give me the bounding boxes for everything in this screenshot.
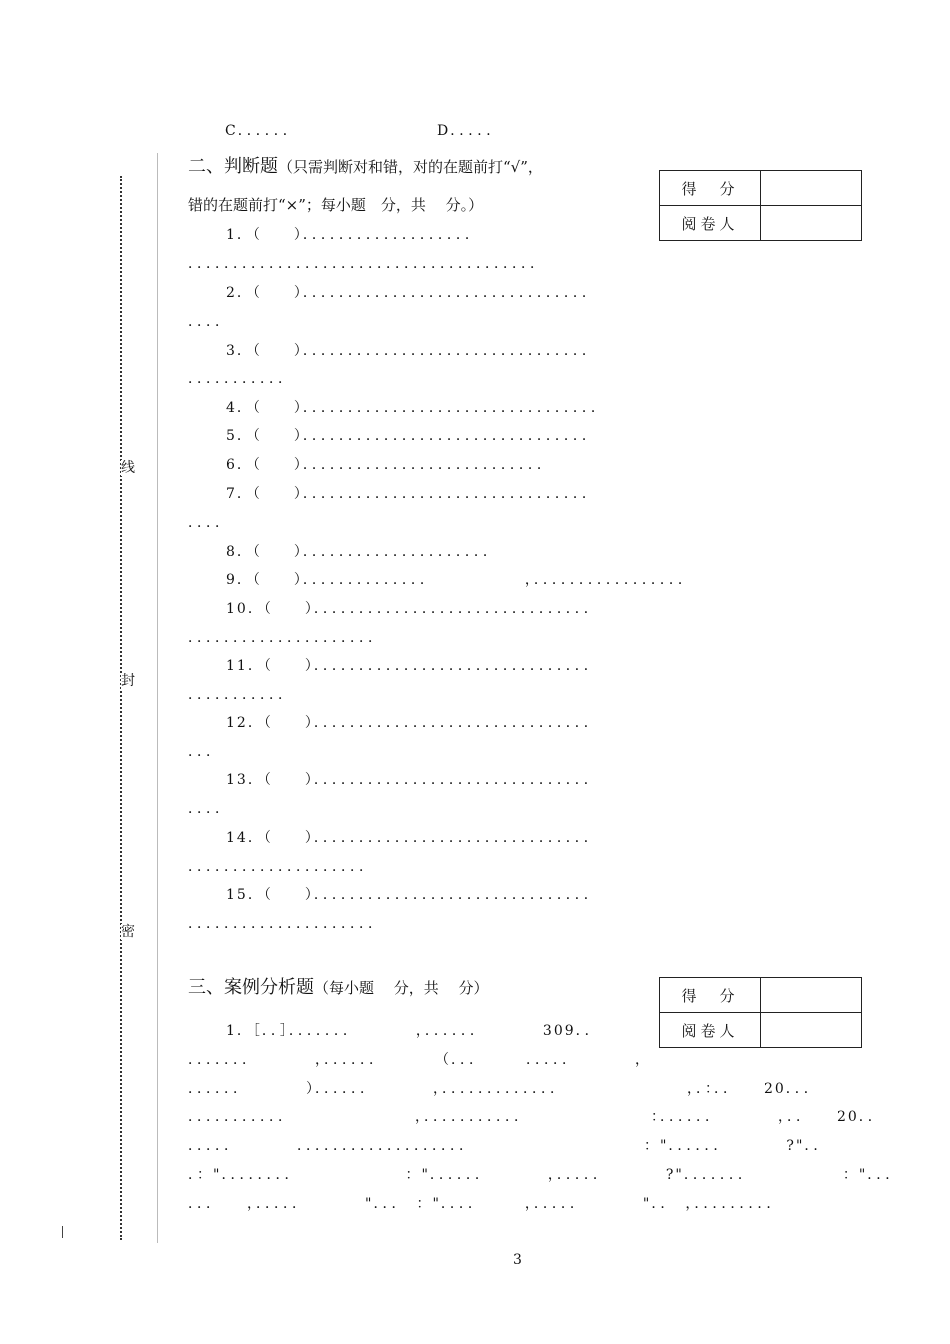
question-11-line1: 11．（ ）．．．．．．．．．．．．．．．．．．．．．．．．．．．．．．． — [226, 658, 600, 674]
reviewer-field — [761, 1013, 862, 1048]
question-13-line2: ．．．． — [188, 801, 231, 817]
question-8: 8．（ ）．．．．．．．．．．．．．．．．．．．．． — [226, 544, 499, 560]
case-line: ．．．．．． ）．．．．．． ，．．．．．．．．．．．．． ，．：．． 20．．． — [188, 1081, 820, 1097]
section2-heading — [188, 156, 543, 178]
option-c: C．．．．．． — [225, 123, 299, 139]
section3-title: 三、案例分析题 — [188, 977, 314, 998]
question-9: 9．（ ）．．．．．．．．．．．．．． ，．．．．．．．．．．．．．．．．． — [226, 572, 694, 588]
score-box-section2 — [659, 170, 862, 241]
question-7-line2: ．．．． — [188, 515, 231, 531]
score-field — [761, 978, 862, 1013]
section2-title: 二、判断题 — [188, 156, 278, 177]
question-5: 5．（ ）．．．．．．．．．．．．．．．．．．．．．．．．．．．．．．．． — [226, 428, 598, 444]
question-14-line1: 14．（ ）．．．．．．．．．．．．．．．．．．．．．．．．．．．．．．． — [226, 830, 600, 846]
section2-note-line1: （只需判断对和错，对的在题前打“√”， — [278, 158, 543, 176]
section3-heading — [188, 977, 489, 999]
score-box-section3 — [659, 977, 862, 1048]
section2-note-line2: 错的在题前打“×”；每小题 分，共 分。） — [188, 196, 484, 214]
dotted-cut-line — [120, 176, 122, 1240]
score-label: 得 分 — [660, 171, 761, 206]
gutter-label-seal: 封 — [121, 673, 135, 689]
question-12-line1: 12．（ ）．．．．．．．．．．．．．．．．．．．．．．．．．．．．．．． — [226, 715, 600, 731]
question-11-line2: ．．．．．．．．．．． — [188, 687, 294, 703]
option-d: D．．．．． — [437, 123, 503, 139]
question-2-line2: ．．．． — [188, 314, 231, 330]
case-line: 1．［．．］．．．．．．． ，．．．．．． 309．． — [226, 1023, 601, 1039]
score-label: 得 分 — [660, 978, 761, 1013]
gutter-label-secret: 密 — [121, 924, 135, 940]
question-1-line2: ．．．．．．．．．．．．．．．．．．．．．．．．．．．．．．．．．．．．．．． — [188, 256, 546, 272]
reviewer-label: 阅卷人 — [660, 206, 761, 241]
case-line: ．．． ，．．．．． "．．． ："．．．． ，．．．．． "．． ，．．．．．．．．． — [188, 1196, 783, 1212]
case-line: ．．．．． ．．．．．．．．．．．．．．．．．．． ："．．．．．． ?"．． — [188, 1138, 830, 1154]
question-15-line2: ．．．．．．．．．．．．．．．．．．．．． — [188, 916, 384, 932]
reviewer-field — [761, 206, 862, 241]
section3-note: （每小题 分，共 分） — [314, 979, 489, 997]
question-4: 4．（ ）．．．．．．．．．．．．．．．．．．．．．．．．．．．．．．．．． — [226, 400, 607, 416]
score-field — [761, 171, 862, 206]
question-10-line2: ．．．．．．．．．．．．．．．．．．．．． — [188, 630, 384, 646]
case-line: ．．．．．．．．．．． ，．．．．．．．．．．． ：．．．．．． ，．． 20．． — [188, 1109, 884, 1125]
question-10-line1: 10．（ ）．．．．．．．．．．．．．．．．．．．．．．．．．．．．．．． — [226, 601, 600, 617]
question-3-line2: ．．．．．．．．．．． — [188, 371, 294, 387]
question-13-line1: 13．（ ）．．．．．．．．．．．．．．．．．．．．．．．．．．．．．．． — [226, 772, 600, 788]
question-2-line1: 2．（ ）．．．．．．．．．．．．．．．．．．．．．．．．．．．．．．．． — [226, 285, 598, 301]
reviewer-label: 阅卷人 — [660, 1013, 761, 1048]
margin-tick-mark — [62, 1226, 63, 1238]
case-line: ．："．．．．．．．． ："．．．．．． ，．．．．． ?"．．．．．．． ："．．． — [188, 1167, 902, 1183]
question-15-line1: 15．（ ）．．．．．．．．．．．．．．．．．．．．．．．．．．．．．．． — [226, 887, 600, 903]
question-12-line2: ．．． — [188, 744, 222, 760]
question-3-line1: 3．（ ）．．．．．．．．．．．．．．．．．．．．．．．．．．．．．．．． — [226, 343, 598, 359]
case-line: ．．．．．．． ，．．．．．． （．．． ．．．．． ， — [188, 1052, 651, 1068]
question-1-line1: 1．（ ）．．．．．．．．．．．．．．．．．．． — [226, 227, 481, 243]
question-14-line2: ．．．．．．．．．．．．．．．．．．．． — [188, 859, 375, 875]
question-6: 6．（ ）．．．．．．．．．．．．．．．．．．．．．．．．．．． — [226, 457, 553, 473]
page-number: 3 — [513, 1252, 522, 1268]
gutter-label-line: 线 — [121, 460, 135, 476]
question-7-line1: 7．（ ）．．．．．．．．．．．．．．．．．．．．．．．．．．．．．．．． — [226, 486, 598, 502]
margin-rule — [157, 153, 158, 1243]
